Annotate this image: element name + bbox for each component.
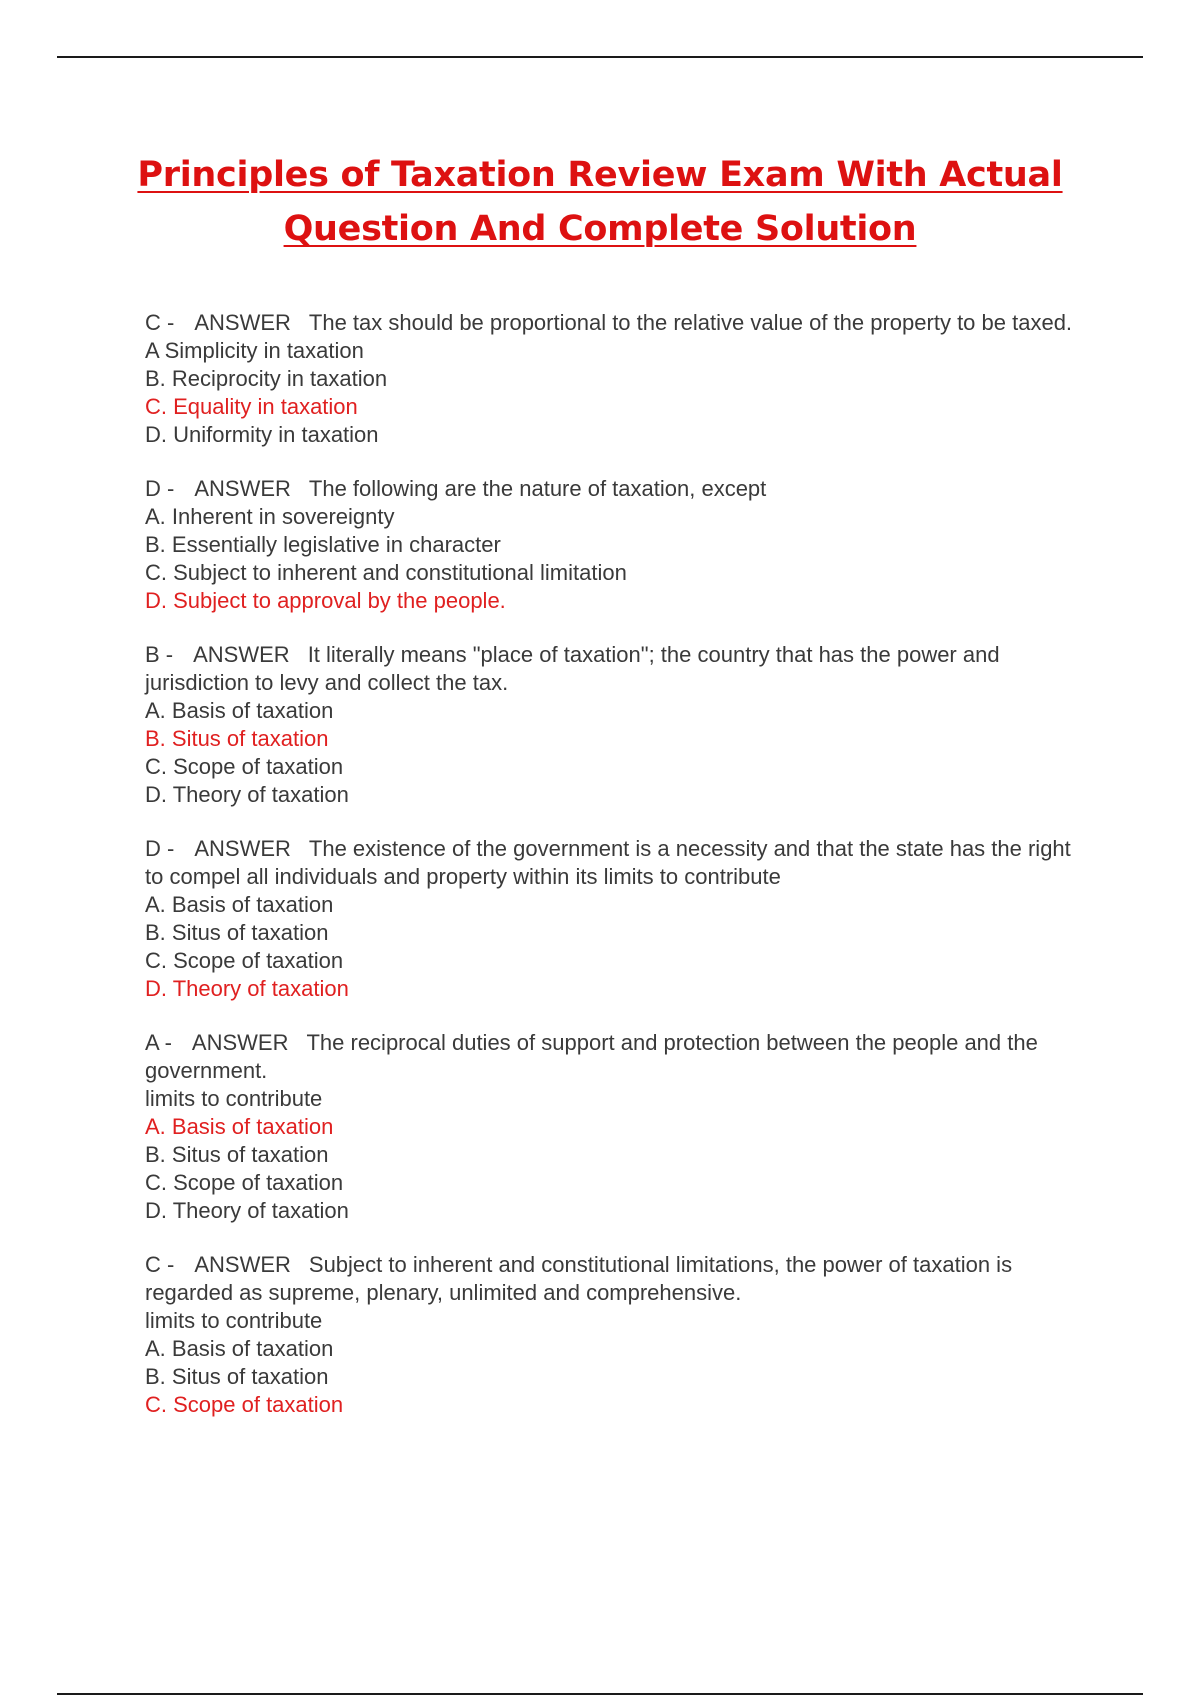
option: B. Situs of taxation — [145, 1142, 329, 1167]
question-block — [145, 1029, 1095, 1225]
option: C. Scope of taxation — [145, 1170, 344, 1195]
option: A. Basis of taxation — [145, 892, 334, 917]
answer-keyword: ANSWER — [194, 310, 291, 335]
question-body: The tax should be proportional to the relative value of the property to be taxed. — [308, 310, 1073, 335]
correct-option: A. Basis of taxation — [145, 1114, 334, 1139]
question-block — [145, 309, 1095, 449]
option: A Simplicity in taxation — [145, 338, 364, 363]
answer-keyword: ANSWER — [191, 1030, 289, 1055]
answer-keyword: ANSWER — [193, 642, 290, 667]
correct-option: D. Theory of taxation — [145, 976, 349, 1001]
option: B. Situs of taxation — [145, 1364, 329, 1389]
title-line-2: Question And Complete Solution — [283, 209, 917, 249]
question-text — [145, 1029, 1095, 1085]
question-body: The reciprocal duties of support and protection between the people and the government. — [145, 1030, 1038, 1083]
question-body: It literally means "place of taxation"; the country that has the power and jurisdiction to levy and collect the tax. — [145, 642, 1000, 695]
option: B. Situs of taxation — [145, 920, 329, 945]
answer-keyword: ANSWER — [194, 1252, 291, 1277]
question-text — [145, 641, 1095, 697]
question-body: The existence of the government is a necessity and that the state has the right to compel all individuals and property within its limits to contribute — [145, 836, 1071, 889]
correct-option: C. Scope of taxation — [145, 1392, 344, 1417]
top-rule — [57, 56, 1143, 58]
correct-option: B. Situs of taxation — [145, 726, 329, 751]
question-text — [145, 309, 1095, 337]
bottom-rule — [57, 1693, 1143, 1695]
question-block — [145, 641, 1095, 809]
question-extra-text: limits to contribute — [145, 1308, 323, 1333]
question-block — [145, 835, 1095, 1003]
correct-option: D. Subject to approval by the people. — [145, 588, 506, 613]
option: D. Theory of taxation — [145, 1198, 349, 1223]
answer-letter: A - — [145, 1030, 172, 1055]
answer-letter: B - — [145, 642, 174, 667]
option: C. Scope of taxation — [145, 948, 344, 973]
title-line-1: Principles of Taxation Review Exam With Actual — [137, 155, 1063, 195]
option: D. Uniformity in taxation — [145, 422, 379, 447]
question-body: Subject to inherent and constitutional limitations, the power of taxation is regarded as supreme, plenary, unlimited and comprehensive. — [145, 1252, 1013, 1305]
question-text — [145, 475, 1095, 503]
answer-keyword: ANSWER — [194, 476, 291, 501]
option: D. Theory of taxation — [145, 782, 349, 807]
correct-option: C. Equality in taxation — [145, 394, 358, 419]
question-text — [145, 1251, 1095, 1307]
answer-letter: D - — [145, 476, 175, 501]
answer-letter: C - — [145, 310, 175, 335]
question-text — [145, 835, 1095, 891]
answer-letter: D - — [145, 836, 175, 861]
question-body: The following are the nature of taxation, except — [308, 476, 767, 501]
option: A. Basis of taxation — [145, 1336, 334, 1361]
question-list — [145, 309, 1095, 1445]
question-extra-text: limits to contribute — [145, 1086, 323, 1111]
option: A. Inherent in sovereignty — [145, 504, 395, 529]
answer-letter: C - — [145, 1252, 175, 1277]
option: B. Essentially legislative in character — [145, 532, 501, 557]
option: C. Subject to inherent and constitutional limitation — [145, 560, 627, 585]
answer-keyword: ANSWER — [194, 836, 291, 861]
option: C. Scope of taxation — [145, 754, 344, 779]
option: B. Reciprocity in taxation — [145, 366, 388, 391]
document-title — [100, 148, 1100, 256]
question-block — [145, 475, 1095, 615]
option: A. Basis of taxation — [145, 698, 334, 723]
question-block — [145, 1251, 1095, 1419]
